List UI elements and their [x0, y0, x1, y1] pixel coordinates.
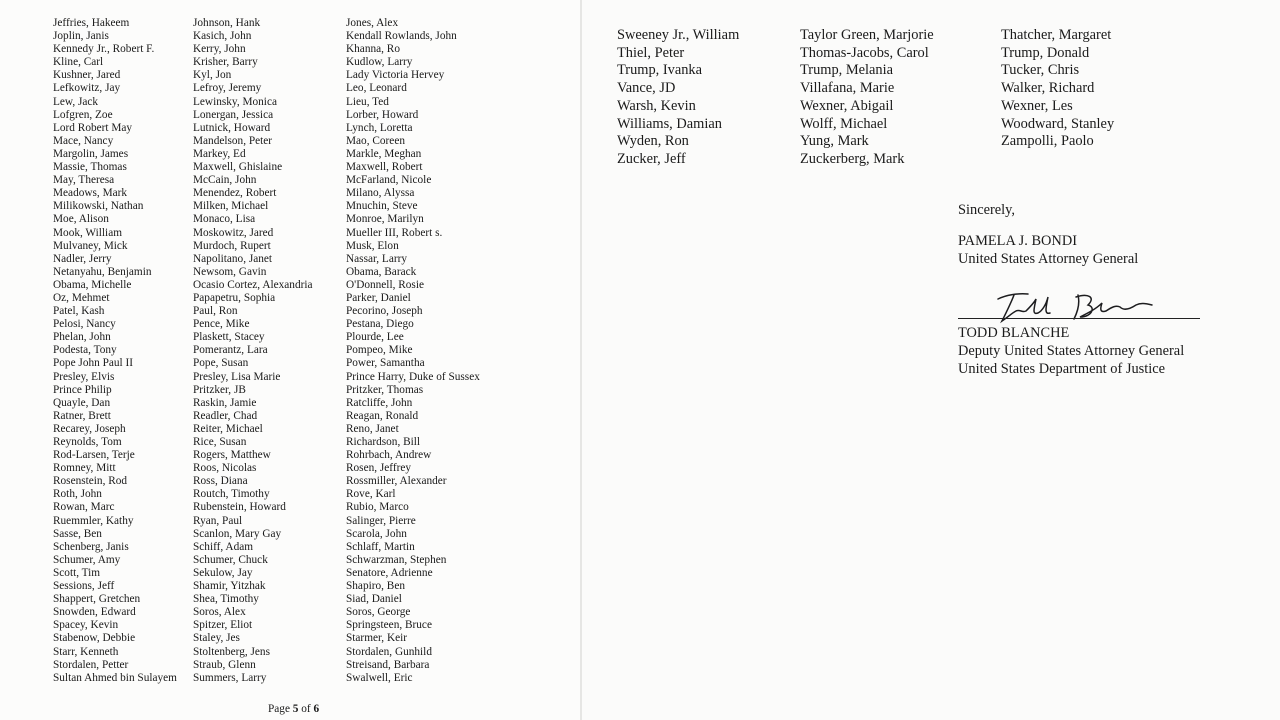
name-entry: Pope John Paul II [53, 357, 134, 370]
name-list-column-6 [1001, 27, 1114, 151]
name-entry: Williams, Damian [617, 115, 722, 132]
name-entry: Senatore, Adrienne [346, 566, 433, 579]
name-entry: Quayle, Dan [53, 396, 111, 409]
name-entry: Trump, Ivanka [617, 62, 703, 79]
name-entry: Markle, Meghan [346, 147, 422, 160]
name-entry: Scott, Tim [53, 566, 101, 579]
name-entry: Lynch, Loretta [346, 121, 413, 134]
name-entry: Ratner, Brett [53, 409, 111, 422]
name-list-column-2 [193, 17, 313, 685]
name-entry: Pelosi, Nancy [53, 318, 116, 331]
name-entry: Roos, Nicolas [193, 462, 257, 475]
name-entry: Jones, Alex [346, 17, 399, 29]
name-entry: Ruemmler, Kathy [53, 514, 134, 527]
name-entry: Johnson, Hank [193, 17, 261, 29]
name-entry: Rubio, Marco [346, 501, 409, 514]
closing-salutation: Sincerely, [958, 202, 1016, 218]
name-entry: Woodward, Stanley [1001, 115, 1115, 132]
name-entry: Rove, Karl [346, 488, 396, 501]
name-entry: Schumer, Chuck [193, 553, 268, 566]
name-entry: Soros, George [346, 606, 411, 619]
name-entry: Lofgren, Zoe [53, 108, 113, 121]
name-entry: Wexner, Abigail [800, 97, 894, 114]
name-entry: Pompeo, Mike [346, 344, 413, 357]
name-entry: Kyl, Jon [193, 69, 232, 82]
name-entry: Moskowitz, Jared [193, 226, 274, 239]
name-entry: Kudlow, Larry [346, 56, 413, 69]
name-entry: Zuckerberg, Mark [800, 150, 905, 167]
name-entry: Mnuchin, Steve [346, 200, 418, 213]
name-entry: Lonergan, Jessica [193, 108, 274, 121]
name-entry: Parker, Daniel [346, 291, 411, 304]
signer-title: United States Attorney General [958, 251, 1139, 267]
name-entry: Lutnick, Howard [193, 121, 271, 134]
name-entry: Margolin, James [53, 147, 129, 160]
name-entry: Reiter, Michael [193, 422, 263, 435]
name-entry: Sessions, Jeff [53, 580, 115, 593]
name-entry: Warsh, Kevin [617, 97, 696, 114]
name-entry: Pritzker, JB [193, 383, 246, 396]
name-entry: May, Theresa [53, 174, 115, 187]
name-entry: Mace, Nancy [53, 134, 114, 147]
name-entry: Maxwell, Robert [346, 161, 423, 174]
name-entry: Pecorino, Joseph [346, 305, 423, 318]
page-number-current: 5 [292, 703, 299, 715]
name-entry: Swalwell, Eric [346, 671, 413, 684]
signer-name: PAMELA J. BONDI [958, 233, 1078, 249]
name-entry: Rosen, Jeffrey [346, 462, 412, 475]
name-entry: Salinger, Pierre [346, 514, 416, 527]
name-list-column-5 [800, 27, 934, 169]
name-entry: Mueller III, Robert s. [346, 226, 443, 239]
name-entry: Pope, Susan [193, 357, 249, 370]
name-entry: Mook, William [53, 226, 123, 239]
name-entry: Spitzer, Eliot [193, 619, 253, 632]
name-entry: Prince Philip [53, 383, 112, 396]
name-entry: Maxwell, Ghislaine [193, 161, 283, 174]
name-entry: Trump, Melania [800, 62, 894, 79]
signature-line [958, 318, 1200, 319]
name-entry: Rod-Larsen, Terje [53, 449, 135, 462]
name-entry: Napolitano, Janet [193, 252, 273, 265]
name-entry: Plourde, Lee [346, 331, 404, 344]
name-entry: Pomerantz, Lara [193, 344, 268, 357]
name-entry: Milken, Michael [193, 200, 269, 213]
name-entry: Rowan, Marc [53, 501, 115, 514]
handwritten-signature [956, 287, 1206, 327]
page-number-prefix: Page [268, 703, 293, 715]
name-entry: Paul, Ron [193, 305, 238, 318]
name-list-column-4 [617, 27, 739, 169]
name-entry: Milano, Alyssa [346, 187, 415, 200]
name-entry: Snowden, Edward [53, 606, 136, 619]
name-entry: Monaco, Lisa [193, 213, 256, 226]
name-entry: Wolff, Michael [800, 115, 888, 132]
page-number [268, 703, 319, 715]
name-entry: Richardson, Bill [346, 436, 421, 448]
name-entry: Joplin, Janis [53, 30, 109, 43]
name-entry: Rohrbach, Andrew [346, 449, 432, 462]
name-entry: Kerry, John [193, 43, 246, 56]
name-entry: Rice, Susan [193, 436, 247, 448]
name-entry: Massie, Thomas [53, 161, 127, 174]
name-entry: Markey, Ed [193, 147, 246, 160]
name-entry: Reynolds, Tom [53, 436, 122, 448]
name-entry: Taylor Green, Marjorie [800, 27, 934, 43]
signer-title: Deputy United States Attorney General [958, 343, 1185, 359]
name-entry: Presley, Lisa Marie [193, 370, 281, 383]
document-page-left [0, 0, 580, 720]
name-entry: Sultan Ahmed bin Sulayem [53, 671, 177, 684]
signer-block-blanche [958, 324, 1184, 378]
name-entry: Reno, Janet [346, 422, 399, 435]
page-number-middle: of [298, 703, 314, 715]
signer-block-bondi [958, 232, 1138, 268]
name-entry: Wyden, Ron [617, 133, 689, 150]
name-entry: Zampolli, Paolo [1001, 133, 1094, 150]
name-entry: Kline, Carl [53, 56, 104, 69]
name-entry: Rossmiller, Alexander [346, 475, 447, 488]
name-entry: Lefkowitz, Jay [53, 82, 121, 95]
name-entry: Readler, Chad [193, 409, 258, 422]
name-entry: Murdoch, Rupert [193, 239, 271, 252]
name-entry: Stordalen, Gunhild [346, 645, 432, 658]
name-entry: Netanyahu, Benjamin [53, 265, 152, 278]
name-entry: Springsteen, Bruce [346, 619, 432, 632]
signer-name: TODD BLANCHE [958, 325, 1070, 341]
name-entry: Wexner, Les [1001, 97, 1073, 114]
name-entry: Nassar, Larry [346, 252, 408, 265]
name-entry: Presley, Elvis [53, 370, 115, 383]
name-entry: Starr, Kenneth [53, 645, 119, 658]
name-entry: Trump, Donald [1001, 44, 1090, 61]
name-entry: Schlaff, Martin [346, 540, 415, 553]
name-entry: Summers, Larry [193, 671, 267, 684]
name-entry: Shapiro, Ben [346, 580, 405, 593]
name-entry: Mulvaney, Mick [53, 239, 128, 252]
name-entry: Ratcliffe, John [346, 396, 413, 409]
name-entry: Lew, Jack [53, 95, 99, 108]
name-entry: Scarola, John [346, 527, 407, 540]
page-number-total: 6 [313, 703, 320, 715]
name-entry: Lieu, Ted [346, 95, 389, 108]
name-entry: Lord Robert May [53, 121, 133, 134]
name-entry: Kennedy Jr., Robert F. [53, 43, 155, 56]
name-entry: Meadows, Mark [53, 187, 128, 200]
name-entry: Straub, Glenn [193, 658, 256, 671]
name-entry: Soros, Alex [193, 606, 246, 619]
name-entry: Streisand, Barbara [346, 658, 430, 671]
name-entry: Prince Harry, Duke of Sussex [346, 370, 480, 383]
name-entry: Shea, Timothy [193, 593, 259, 606]
name-entry: Kendall Rowlands, John [346, 30, 457, 43]
name-entry: Khanna, Ro [346, 43, 400, 56]
name-entry: Thiel, Peter [617, 44, 685, 61]
name-entry: Lewinsky, Monica [193, 95, 277, 108]
name-entry: Rubenstein, Howard [193, 501, 286, 514]
name-entry: Schumer, Amy [53, 553, 121, 566]
document-page-right [582, 0, 1280, 720]
name-entry: Newsom, Gavin [193, 265, 267, 278]
name-entry: Sweeney Jr., William [617, 27, 740, 43]
name-entry: McCain, John [193, 174, 257, 187]
name-entry: Mandelson, Peter [193, 134, 273, 147]
name-entry: Phelan, John [53, 331, 111, 344]
name-entry: Shappert, Gretchen [53, 593, 141, 606]
name-list-column-1 [53, 17, 177, 685]
name-entry: O'Donnell, Rosie [346, 278, 424, 291]
signer-department: United States Department of Justice [958, 361, 1166, 377]
name-entry: Lorber, Howard [346, 108, 419, 121]
name-entry: Oz, Mehmet [53, 291, 110, 304]
name-entry: Routch, Timothy [193, 488, 270, 501]
name-entry: Pritzker, Thomas [346, 383, 424, 396]
name-entry: Villafana, Marie [800, 80, 895, 97]
name-entry: McFarland, Nicole [346, 174, 432, 187]
name-entry: Starmer, Keir [346, 632, 408, 645]
name-entry: Krisher, Barry [193, 56, 258, 69]
name-entry: Milikowski, Nathan [53, 200, 144, 213]
name-entry: Nadler, Jerry [53, 252, 112, 265]
name-entry: Spacey, Kevin [53, 619, 119, 632]
name-entry: Sasse, Ben [53, 527, 102, 540]
name-entry: Kasich, John [193, 30, 252, 43]
name-entry: Schiff, Adam [193, 540, 254, 553]
name-entry: Thomas-Jacobs, Carol [800, 44, 929, 61]
name-entry: Recarey, Joseph [53, 422, 126, 435]
name-entry: Schenberg, Janis [53, 540, 129, 553]
name-entry: Sekulow, Jay [193, 566, 253, 579]
name-entry: Reagan, Ronald [346, 409, 419, 422]
name-entry: Romney, Mitt [53, 462, 116, 475]
name-entry: Podesta, Tony [53, 344, 117, 357]
name-entry: Power, Samantha [346, 357, 425, 370]
name-entry: Raskin, Jamie [193, 396, 257, 409]
name-entry: Obama, Michelle [53, 278, 132, 291]
name-entry: Thatcher, Margaret [1001, 27, 1112, 43]
name-entry: Walker, Richard [1001, 80, 1095, 97]
name-entry: Rosenstein, Rod [53, 475, 128, 488]
name-entry: Rogers, Matthew [193, 449, 271, 462]
name-entry: Obama, Barack [346, 265, 417, 278]
name-entry: Roth, John [53, 488, 102, 501]
name-entry: Monroe, Marilyn [346, 213, 424, 226]
name-list-column-3 [346, 17, 480, 685]
name-entry: Staley, Jes [193, 632, 240, 645]
name-entry: Zucker, Jeff [617, 150, 686, 167]
name-entry: Ocasio Cortez, Alexandria [193, 278, 313, 291]
name-entry: Menendez, Robert [193, 187, 277, 200]
name-entry: Pestana, Diego [346, 318, 414, 331]
name-entry: Lefroy, Jeremy [193, 82, 262, 95]
name-entry: Ross, Diana [193, 475, 248, 488]
name-entry: Scanlon, Mary Gay [193, 527, 282, 540]
name-entry: Musk, Elon [346, 239, 399, 252]
name-entry: Jeffries, Hakeem [53, 17, 130, 29]
name-entry: Siad, Daniel [346, 593, 402, 606]
name-entry: Ryan, Paul [193, 514, 243, 527]
name-entry: Vance, JD [617, 80, 676, 97]
name-entry: Patel, Kash [53, 305, 105, 318]
name-entry: Kushner, Jared [53, 69, 121, 82]
name-entry: Plaskett, Stacey [193, 331, 265, 344]
name-entry: Yung, Mark [800, 133, 869, 150]
name-entry: Stabenow, Debbie [53, 632, 136, 645]
name-entry: Shamir, Yitzhak [193, 580, 266, 593]
name-entry: Papapetru, Sophia [193, 291, 276, 304]
name-entry: Leo, Leonard [346, 82, 407, 95]
name-entry: Lady Victoria Hervey [346, 69, 445, 82]
name-entry: Stordalen, Petter [53, 658, 129, 671]
name-entry: Mao, Coreen [346, 134, 405, 147]
name-entry: Moe, Alison [53, 213, 109, 226]
name-entry: Stoltenberg, Jens [193, 645, 270, 658]
name-entry: Tucker, Chris [1001, 62, 1080, 79]
name-entry: Schwarzman, Stephen [346, 553, 447, 566]
name-entry: Pence, Mike [193, 318, 250, 331]
